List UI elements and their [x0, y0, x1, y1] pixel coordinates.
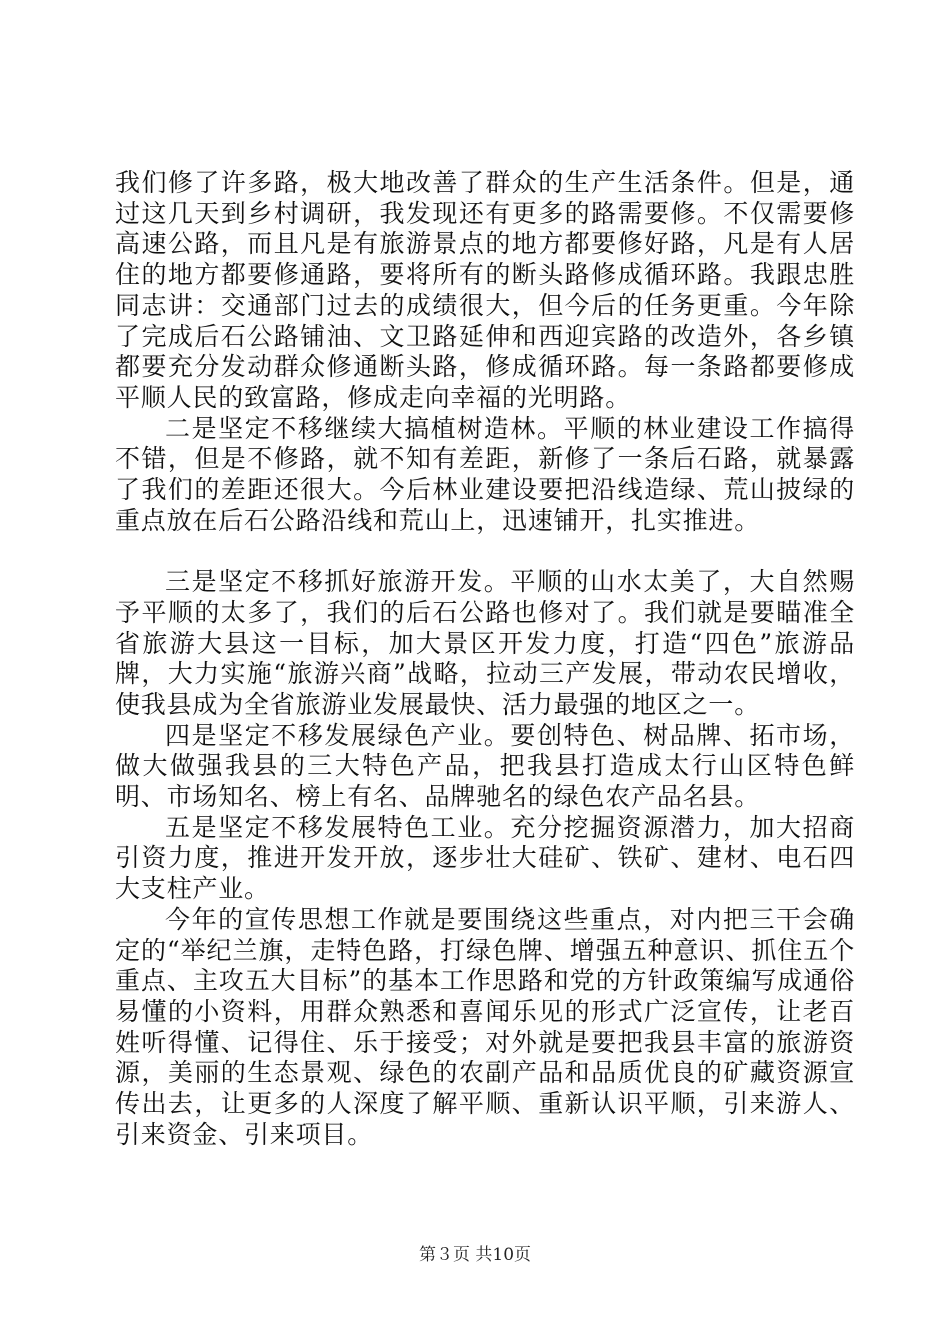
- document-body: [115, 168, 855, 1150]
- paragraph-green-industry: 四是坚定不移发展绿色产业。要创特色、树品牌、拓市场，做大做强我县的三大特色产品，把我县打造成太行山区特色鲜明、市场知名、榜上有名、品牌驰名的绿色农产品名县。: [115, 720, 855, 812]
- paragraph-tourism: 三是坚定不移抓好旅游开发。平顺的山水太美了，大自然赐予平顺的太多了，我们的后石公路也修对了。我们就是要瞄准全省旅游大县这一目标，加大景区开发力度，打造“四色”旅游品牌，大力实施“旅游兴商”战略，拉动三产发展，带动农民增收，使我县成为全省旅游业发展最快、活力最强的地区之一。: [115, 567, 855, 719]
- paragraph-afforestation: 二是坚定不移继续大搞植树造林。平顺的林业建设工作搞得不错，但是不修路，就不知有差距，新修了一条后石路，就暴露了我们的差距还很大。今后林业建设要把沿线造绿、荒山披绿的重点放在后石公路沿线和荒山上，迅速铺开，扎实推进。: [115, 413, 855, 535]
- paragraph-featured-industry: 五是坚定不移发展特色工业。充分挖掘资源潜力，加大招商引资力度，推进开发开放，逐步壮大硅矿、铁矿、建材、电石四大支柱产业。: [115, 812, 855, 904]
- paragraph-roads: 我们修了许多路，极大地改善了群众的生产生活条件。但是，通过这几天到乡村调研，我发现还有更多的路需要修。不仅需要修高速公路，而且凡是有旅游景点的地方都要修好路，凡是有人居住的地方都要修通路，要将所有的断头路修成循环路。我跟忠胜同志讲：交通部门过去的成绩很大，但今后的任务更重。今年除了完成后石公路铺油、文卫路延伸和西迎宾路的改造外，各乡镇都要充分发动群众修通断头路，修成循环路。每一条路都要修成平顺人民的致富路，修成走向幸福的光明路。: [115, 168, 855, 412]
- paragraph-publicity: 今年的宣传思想工作就是要围绕这些重点，对内把三干会确定的“举纪兰旗，走特色路，打绿色牌、增强五种意识、抓住五个重点、主攻五大目标”的基本工作思路和党的方针政策编写成通俗易懂的小资料，用群众熟悉和喜闻乐见的形式广泛宣传，让老百姓听得懂、记得住、乐于接受；对外就是要把我县丰富的旅游资源，美丽的生态景观、绿色的农副产品和品质优良的矿藏资源宣传出去，让更多的人深度了解平顺、重新认识平顺，引来游人、引来资金、引来项目。: [115, 904, 855, 1149]
- page-number-footer: 第３页 共10页: [418, 1245, 532, 1265]
